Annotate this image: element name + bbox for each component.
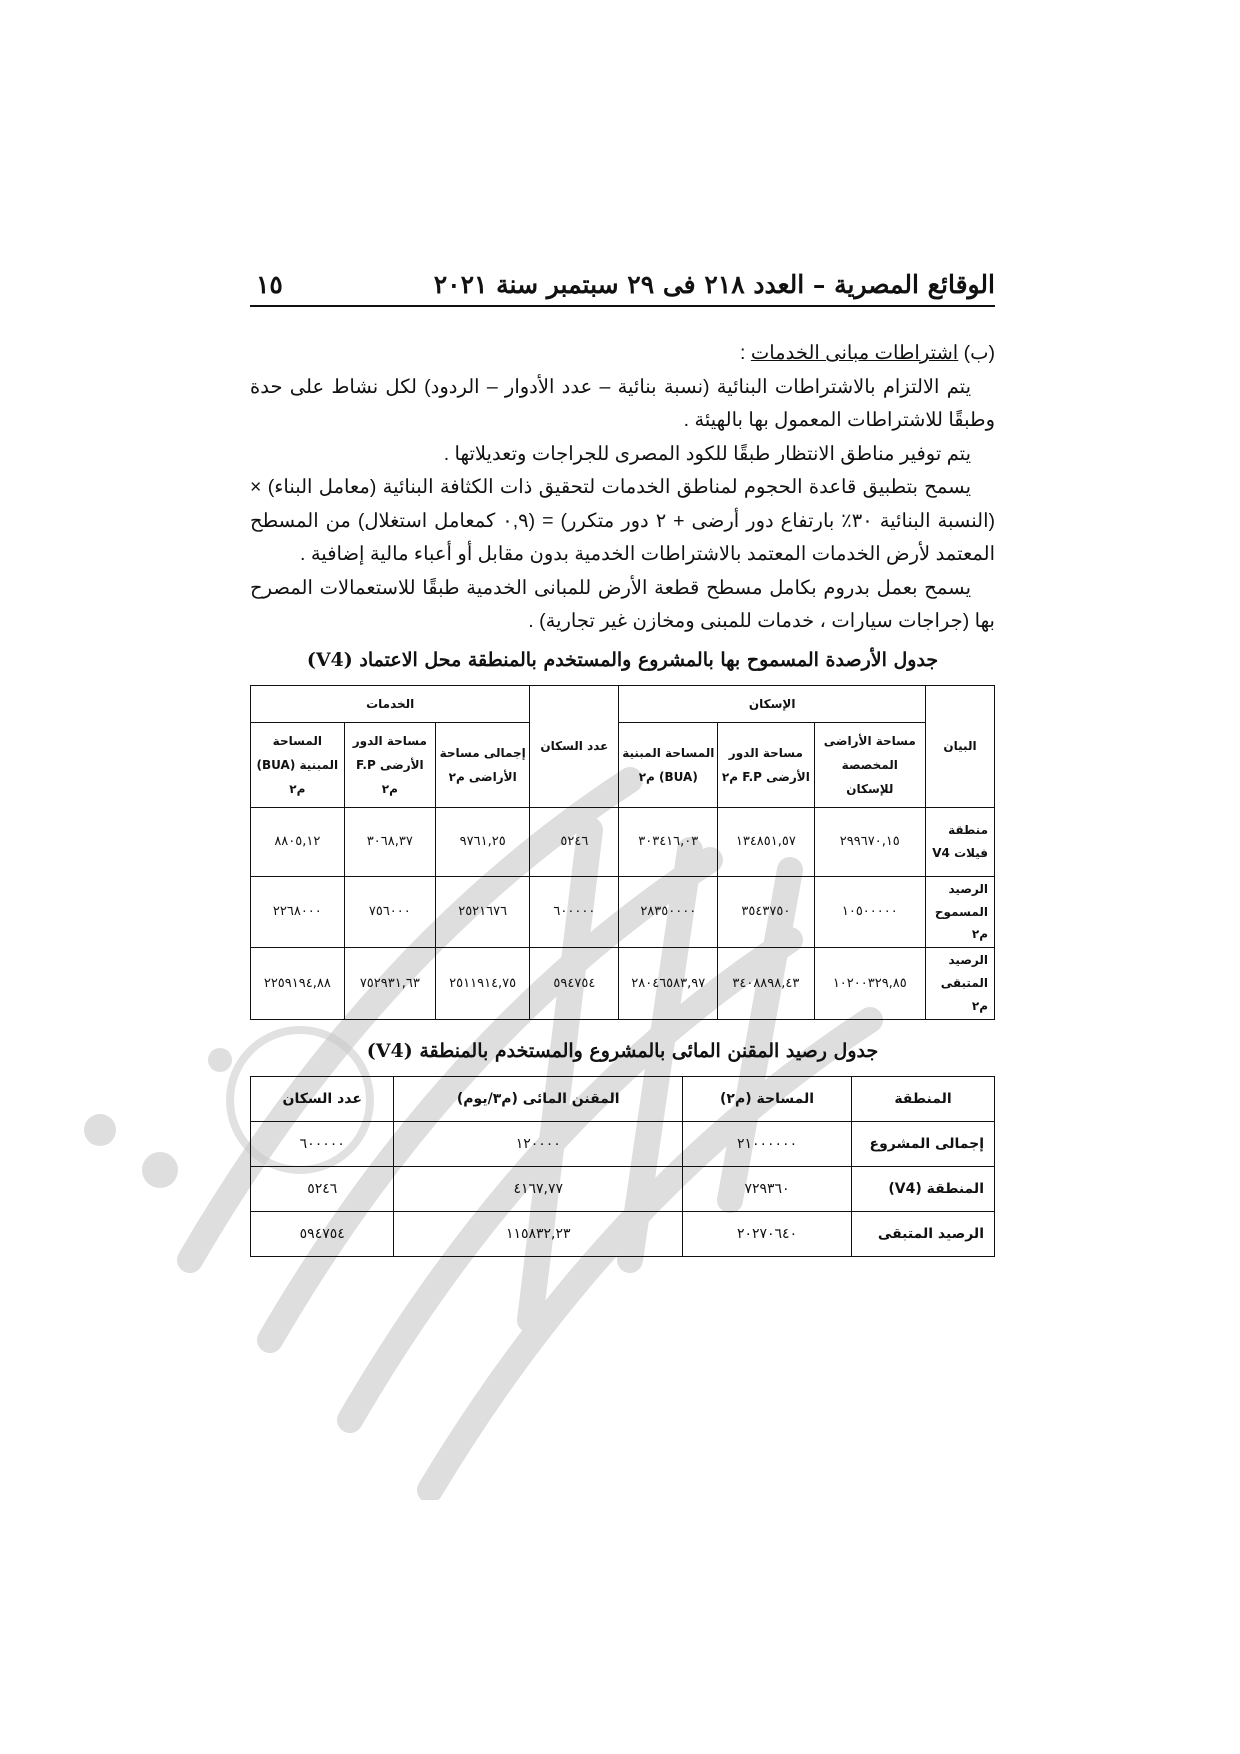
- col-water-quota: المقنن المائى (م٣/يوم): [394, 1076, 683, 1121]
- col-statement: البيان: [926, 685, 995, 807]
- table-cell: ٣٠٣٤١٦,٠٣: [619, 807, 718, 876]
- table-cell: ٦٠٠٠٠٠: [251, 1121, 394, 1166]
- table-row: [251, 1211, 995, 1256]
- group-housing: الإسكان: [619, 685, 926, 722]
- page-number: ١٥: [256, 270, 283, 299]
- col-population: عدد السكان: [530, 685, 619, 807]
- table-row: [251, 948, 995, 1019]
- table-row: [251, 1166, 995, 1211]
- gazette-title: الوقائع المصرية – العدد ٢١٨ فى ٢٩ سبتمبر سنة ٢٠٢١: [433, 270, 995, 299]
- table-cell: ٢٥١١٩١٤,٧٥: [435, 948, 529, 1019]
- paragraph: يسمح بتطبيق قاعدة الحجوم لمناطق الخدمات لتحقيق ذات الكثافة البنائية (معامل البناء) × (النسبة البنائية ٣٠٪ بارتفاع دور أرضى + ٢ دور متكرر) = (٠,٩ كمعامل استغلال) من المسطح المعتمد لأرض الخدمات المعتمد بالاشتراطات الخدمية بدون مقابل أو أعباء مالية إضافية .: [250, 476, 995, 566]
- col-services-bua: المساحة المبنية (BUA) م٢: [251, 722, 345, 807]
- table-cell: ١٢٠٠٠٠: [394, 1121, 683, 1166]
- row-label: المنطقة (V4): [852, 1166, 995, 1211]
- table-cell: ٢٩٩٦٧٠,١٥: [814, 807, 925, 876]
- document-page: [250, 270, 995, 1257]
- table-cell: ٣٥٤٣٧٥٠: [718, 876, 814, 947]
- table-cell: ٩٧٦١,٢٥: [435, 807, 529, 876]
- body-text: [250, 337, 995, 639]
- row-label: الرصيد المتبقى م٢: [926, 948, 995, 1019]
- table-cell: ٧٥٢٩٣١,٦٣: [344, 948, 435, 1019]
- table-cell: ٢١٠٠٠٠٠٠: [683, 1121, 852, 1166]
- table-cell: ٢٨٠٤٦٥٨٣,٩٧: [619, 948, 718, 1019]
- table-row: [251, 876, 995, 947]
- col-services-fp: مساحة الدور الأرضى F.P م٢: [344, 722, 435, 807]
- table-cell: ٣٤٠٨٨٩٨,٤٣: [718, 948, 814, 1019]
- table-cell: ٥٢٤٦: [251, 1166, 394, 1211]
- table-cell: ٥٩٤٧٥٤: [530, 948, 619, 1019]
- table-cell: ١٣٤٨٥١,٥٧: [718, 807, 814, 876]
- table-cell: ٤١٦٧,٧٧: [394, 1166, 683, 1211]
- col-zone: المنطقة: [852, 1076, 995, 1121]
- table-cell: ١٠٥٠٠٠٠٠: [814, 876, 925, 947]
- table-cell: ١١٥٨٣٢,٢٣: [394, 1211, 683, 1256]
- balances-table: [250, 685, 995, 1020]
- table-cell: ٥٩٤٧٥٤: [251, 1211, 394, 1256]
- col-housing-bua: المساحة المبنية (BUA) م٢: [619, 722, 718, 807]
- paragraph: يتم توفير مناطق الانتظار طبقًا للكود المصرى للجراجات وتعديلاتها .: [443, 442, 971, 465]
- paragraph: يتم الالتزام بالاشتراطات البنائية (نسبة بنائية – عدد الأدوار – الردود) لكل نشاط على حدة وطبقًا للاشتراطات المعمول بها بالهيئة .: [250, 375, 995, 432]
- col-housing-land: مساحة الأراضى المخصصة للإسكان: [814, 722, 925, 807]
- row-label: الرصيد المتبقى: [852, 1211, 995, 1256]
- table2-caption: جدول رصيد المقنن المائى بالمشروع والمستخدم بالمنطقة (V4): [366, 1039, 879, 1062]
- table-cell: ٨٨٠٥,١٢: [251, 807, 345, 876]
- water-quota-table: [250, 1076, 995, 1257]
- section-title: اشتراطات مبانى الخدمات: [750, 342, 959, 364]
- page-header: [250, 270, 995, 307]
- col-services-land: إجمالى مساحة الأراضى م٢: [435, 722, 529, 807]
- row-label: الرصيد المسموح م٢: [926, 876, 995, 947]
- row-label: إجمالى المشروع: [852, 1121, 995, 1166]
- col-housing-fp: مساحة الدور الأرضى F.P م٢: [718, 722, 814, 807]
- table-cell: ٢٨٣٥٠٠٠٠: [619, 876, 718, 947]
- group-services: الخدمات: [251, 685, 530, 722]
- table-cell: ١٠٢٠٠٣٢٩,٨٥: [814, 948, 925, 1019]
- section-heading: (ب) اشتراطات مبانى الخدمات :: [740, 342, 995, 364]
- table-cell: ٦٠٠٠٠٠: [530, 876, 619, 947]
- table-cell: ٢٠٢٧٠٦٤٠: [683, 1211, 852, 1256]
- col-area: المساحة (م٢): [683, 1076, 852, 1121]
- table-cell: ٥٢٤٦: [530, 807, 619, 876]
- table-cell: ٧٥٦٠٠٠: [344, 876, 435, 947]
- table-row: [251, 807, 995, 876]
- table-cell: ٢٢٦٨٠٠٠: [251, 876, 345, 947]
- table-cell: ٧٢٩٣٦٠: [683, 1166, 852, 1211]
- table-cell: ٣٠٦٨,٣٧: [344, 807, 435, 876]
- table1-caption: جدول الأرصدة المسموح بها بالمشروع والمستخدم بالمنطقة محل الاعتماد (V4): [306, 648, 939, 671]
- table-cell: ٢٢٥٩١٩٤,٨٨: [251, 948, 345, 1019]
- col-population: عدد السكان: [251, 1076, 394, 1121]
- paragraph: يسمح بعمل بدروم بكامل مسطح قطعة الأرض للمبانى الخدمية طبقًا للاستعمالات المصرح بها (جراجات سيارات ، خدمات للمبنى ومخازن غير تجارية) .: [250, 576, 995, 633]
- table-cell: ٢٥٢١٦٧٦: [435, 876, 529, 947]
- table-row: [251, 1121, 995, 1166]
- row-label: منطقة فيلات V4: [926, 807, 995, 876]
